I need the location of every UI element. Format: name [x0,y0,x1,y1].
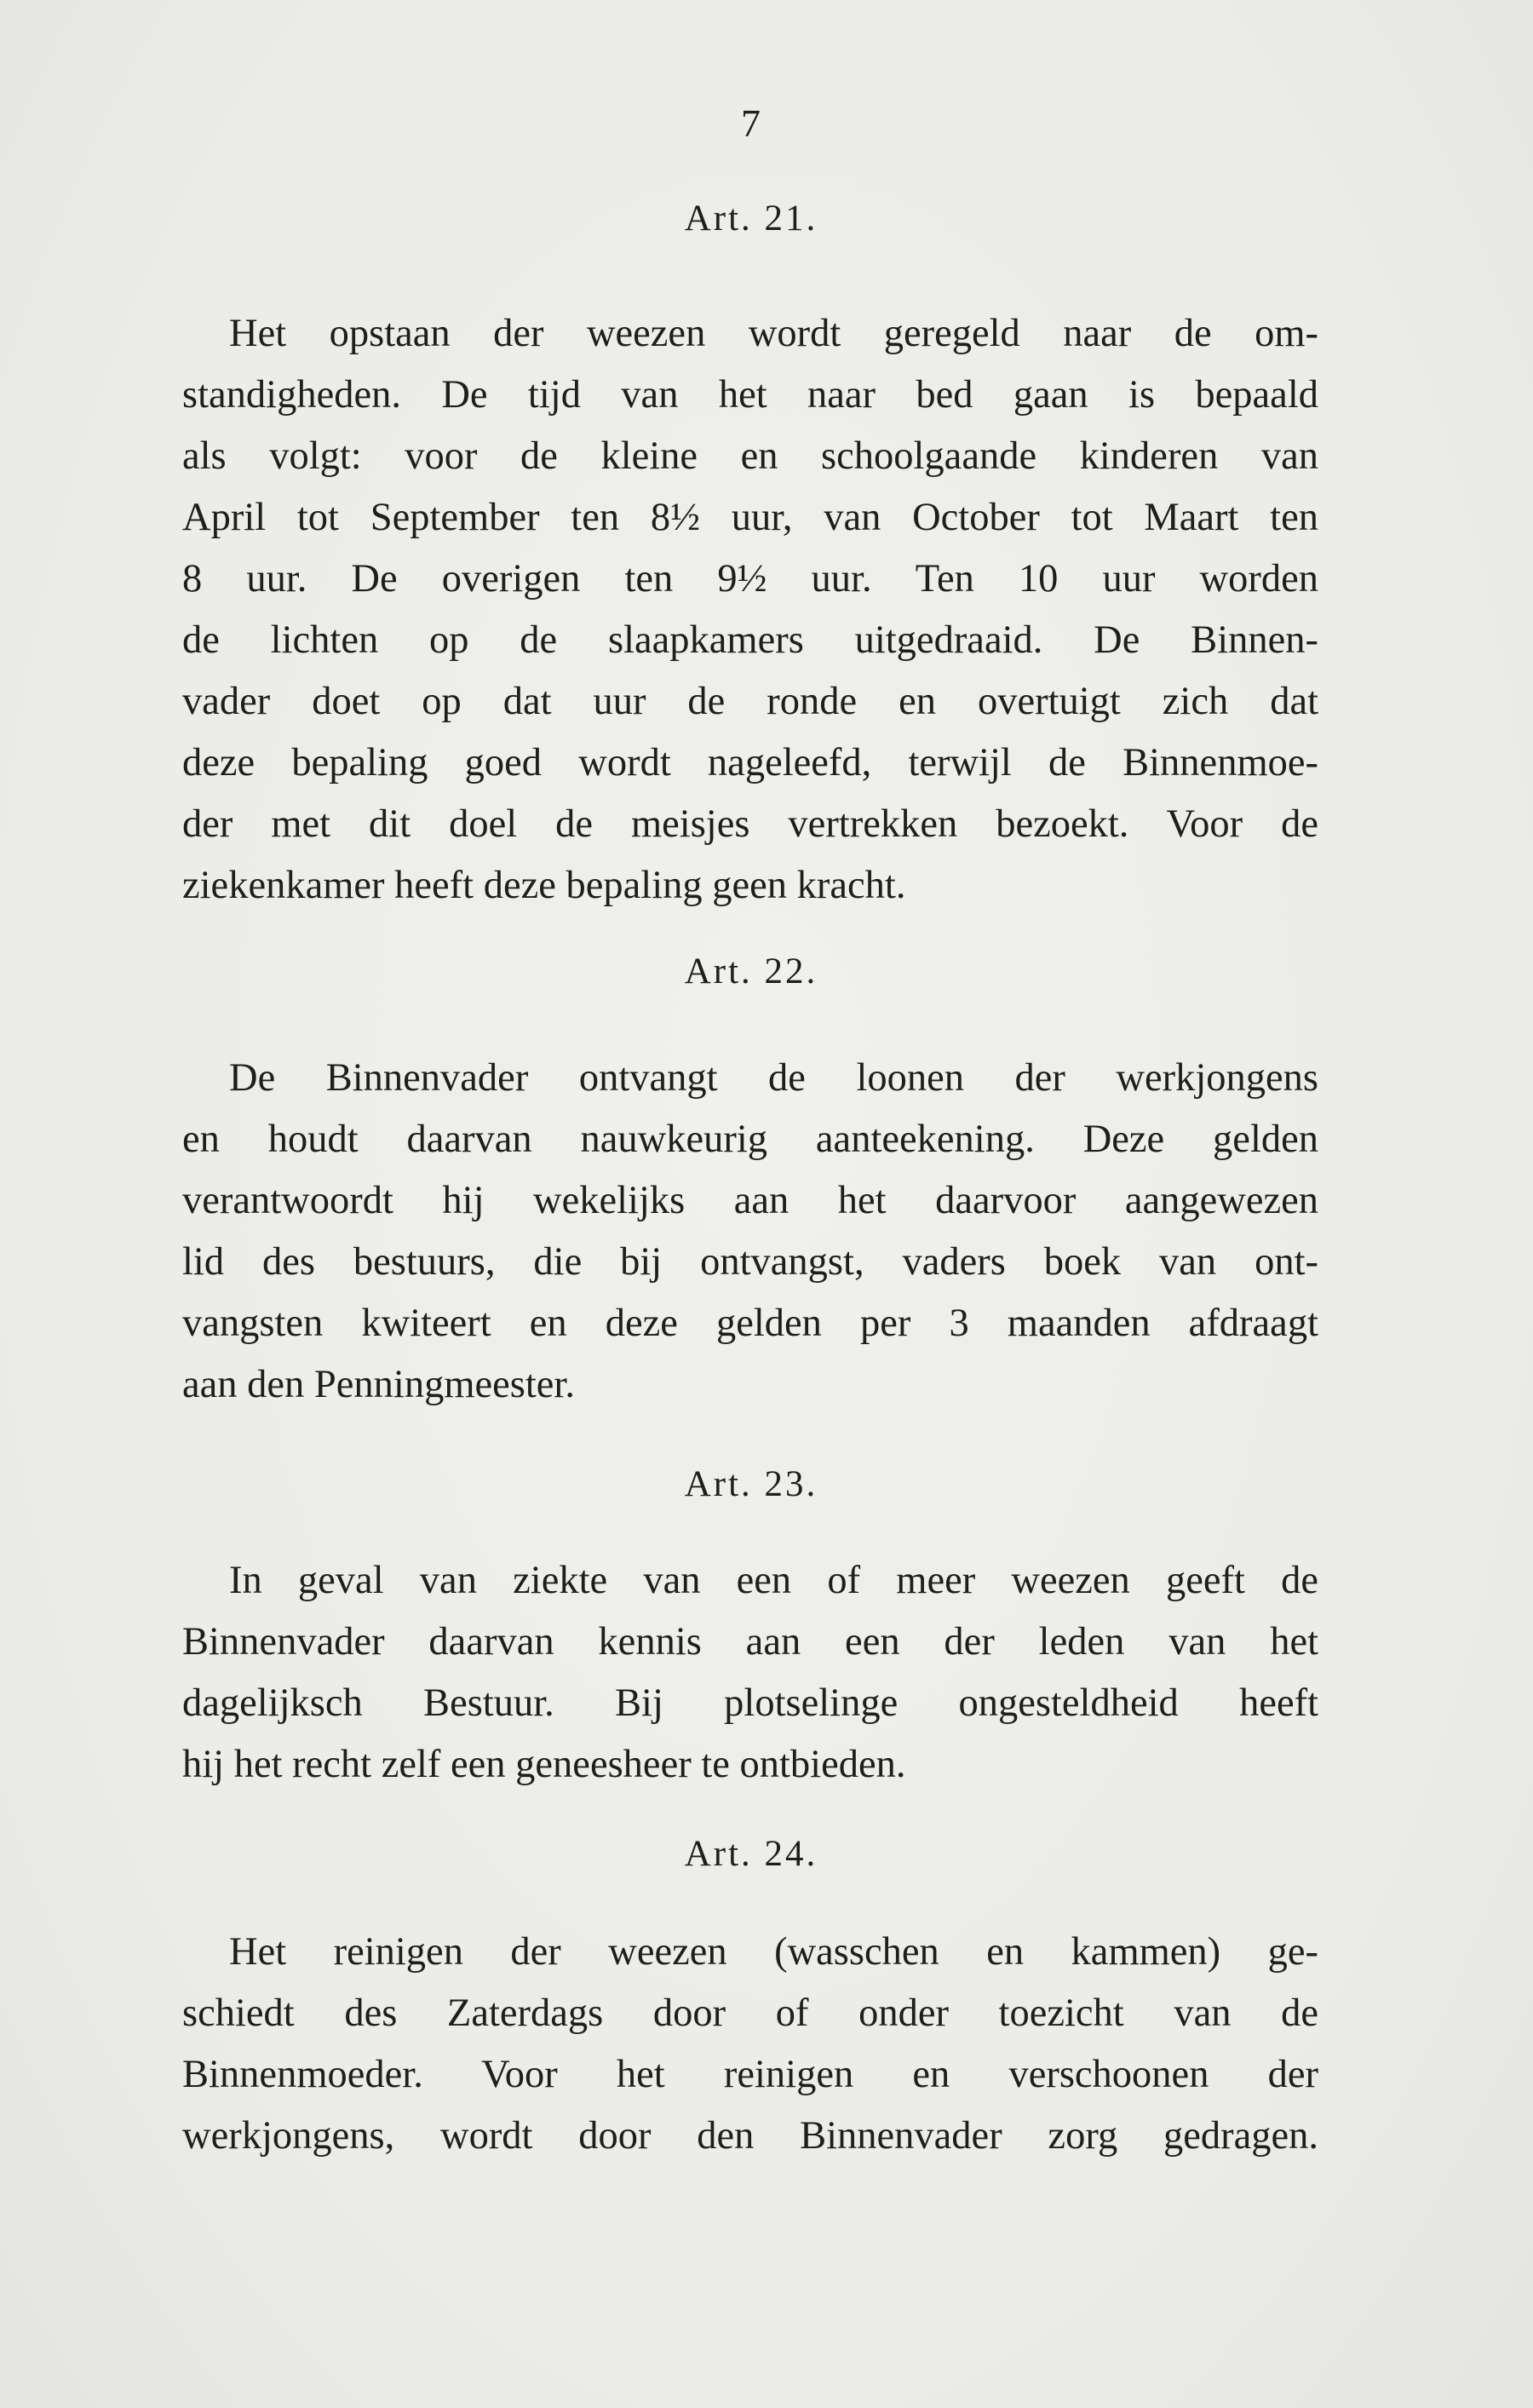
text-line: werkjongens, wordt door den Binnenvader zorg gedragen. [182,2114,1318,2158]
text-line: vader doet op dat uur de ronde en overtuigt zich dat [182,680,1318,723]
article-21-text [182,303,1318,917]
article-24-heading: Art. 24. [684,1834,818,1874]
article-21-heading: Art. 21. [684,198,818,239]
text-line: lid des bestuurs, die bij ontvangst, vaders boek van ont- [182,1240,1318,1284]
text-line: de lichten op de slaapkamers uitgedraaid. De Binnen- [182,618,1318,662]
page-number: 7 [741,101,761,145]
text-line: Binnenvader daarvan kennis aan een der leden van het [182,1620,1318,1664]
article-22-text [182,1048,1318,1416]
text-line: De Binnenvader ontvangt de loonen der werkjongens [229,1056,1318,1100]
text-line: der met dit doel de meisjes vertrekken bezoekt. Voor de [182,802,1318,846]
article-22-heading: Art. 22. [684,951,818,991]
article-23-heading: Art. 23. [684,1464,818,1504]
text-line: verantwoordt hij wekelijks aan het daarvoor aangewezen [182,1179,1318,1222]
text-line: Het reinigen der weezen (wasschen en kammen) ge- [229,1930,1318,1974]
text-line: In geval van ziekte van een of meer weezen geeft de [229,1559,1318,1602]
text-line: aan den Penningmeester. [182,1363,575,1406]
text-line: en houdt daarvan nauwkeurig aanteekening. Deze gelden [182,1118,1318,1161]
text-line: hij het recht zelf een geneesheer te ontbieden. [182,1743,906,1786]
text-line: vangsten kwiteert en deze gelden per 3 maanden afdraagt [182,1302,1318,1345]
text-line: dagelijksch Bestuur. Bij plotselinge ongesteldheid heeft [182,1681,1318,1725]
text-line: deze bepaling goed wordt nageleefd, terwijl de Binnenmoe- [182,741,1318,784]
text-line: standigheden. De tijd van het naar bed gaan is bepaald [182,373,1318,417]
text-line: schiedt des Zaterdags door of onder toezicht van de [182,1991,1318,2035]
text-line: April tot September ten 8½ uur, van October tot Maart ten [182,496,1318,539]
text-line: Binnenmoeder. Voor het reinigen en verschoonen der [182,2053,1318,2096]
text-line: 8 uur. De overigen ten 9½ uur. Ten 10 uur worden [182,557,1318,601]
article-23-text [182,1550,1318,1796]
text-line: Het opstaan der weezen wordt geregeld naar de om- [229,312,1318,355]
text-line: als volgt: voor de kleine en schoolgaande kinderen van [182,434,1318,478]
text-line: ziekenkamer heeft deze bepaling geen kracht. [182,864,906,907]
article-24-text [182,1922,1318,2167]
